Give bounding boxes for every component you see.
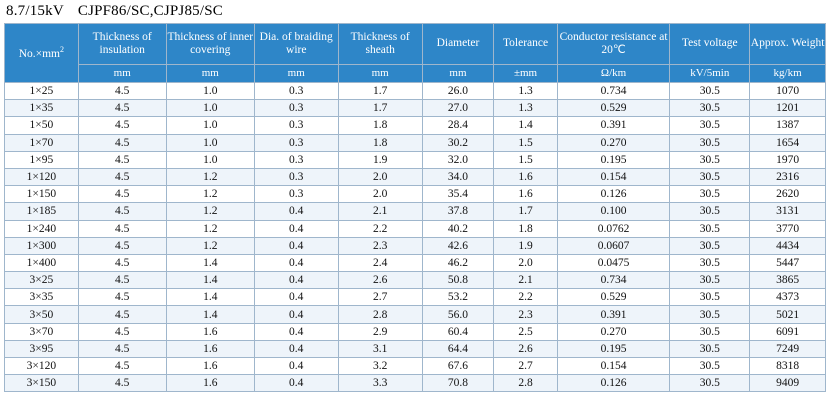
- table-cell: 1.2: [166, 237, 254, 254]
- table-cell: 1070: [750, 83, 826, 100]
- table-cell: 1.0: [166, 83, 254, 100]
- table-cell: 30.5: [670, 100, 750, 117]
- table-cell: 1.3: [494, 100, 557, 117]
- table-cell: 0.4: [254, 358, 338, 375]
- table-cell: 4.5: [78, 203, 166, 220]
- table-cell: 30.5: [670, 237, 750, 254]
- unit-sheath-thickness: mm: [338, 65, 422, 83]
- column-header-test-voltage: Test voltage: [670, 24, 750, 65]
- unit-conductor-resistance: Ω/km: [557, 65, 670, 83]
- table-cell: 1.4: [166, 254, 254, 271]
- table-cell: 0.4: [254, 220, 338, 237]
- table-cell: 3.3: [338, 375, 422, 392]
- cable-specification-table: [4, 23, 826, 392]
- table-cell: 2.5: [494, 323, 557, 340]
- column-header-size-label: No.×mm: [18, 47, 60, 60]
- unit-approx-weight: kg/km: [750, 65, 826, 83]
- table-cell: 30.5: [670, 220, 750, 237]
- table-cell: 0.4: [254, 375, 338, 392]
- table-cell: 30.5: [670, 117, 750, 134]
- table-cell: 8318: [750, 358, 826, 375]
- table-cell: 2.1: [338, 203, 422, 220]
- table-body: [5, 83, 826, 392]
- unit-tolerance: ±mm: [494, 65, 557, 83]
- table-cell: 0.3: [254, 117, 338, 134]
- table-cell: 3.2: [338, 358, 422, 375]
- table-row: [5, 83, 826, 100]
- cell-size: 1×95: [5, 151, 79, 168]
- table-row: [5, 237, 826, 254]
- table-cell: 0.3: [254, 151, 338, 168]
- table-cell: 0.126: [557, 186, 670, 203]
- cell-size: 1×240: [5, 220, 79, 237]
- cell-size: 3×25: [5, 272, 79, 289]
- cell-size: 3×35: [5, 289, 79, 306]
- column-header-sheath-thickness: Thickness of sheath: [338, 24, 422, 65]
- table-row: [5, 254, 826, 271]
- table-row: [5, 306, 826, 323]
- table-cell: 6091: [750, 323, 826, 340]
- table-cell: 2.6: [494, 340, 557, 357]
- table-cell: 1.9: [494, 237, 557, 254]
- cell-size: 1×35: [5, 100, 79, 117]
- table-cell: 30.5: [670, 151, 750, 168]
- table-cell: 34.0: [422, 168, 494, 185]
- table-cell: 1.0: [166, 134, 254, 151]
- table-cell: 67.6: [422, 358, 494, 375]
- table-cell: 0.270: [557, 323, 670, 340]
- table-cell: 30.5: [670, 272, 750, 289]
- cell-size: 1×70: [5, 134, 79, 151]
- table-row: [5, 358, 826, 375]
- unit-test-voltage: kV/5min: [670, 65, 750, 83]
- table-cell: 1.6: [494, 168, 557, 185]
- table-cell: 27.0: [422, 100, 494, 117]
- table-cell: 1.3: [494, 83, 557, 100]
- table-cell: 2.7: [338, 289, 422, 306]
- unit-diameter: mm: [422, 65, 494, 83]
- table-cell: 4.5: [78, 186, 166, 203]
- table-cell: 60.4: [422, 323, 494, 340]
- table-cell: 0.4: [254, 272, 338, 289]
- table-cell: 4.5: [78, 340, 166, 357]
- table-cell: 4373: [750, 289, 826, 306]
- table-cell: 30.5: [670, 134, 750, 151]
- table-cell: 0.529: [557, 289, 670, 306]
- table-cell: 0.391: [557, 117, 670, 134]
- table-cell: 3865: [750, 272, 826, 289]
- table-cell: 1.6: [166, 323, 254, 340]
- table-cell: 30.5: [670, 168, 750, 185]
- table-cell: 2316: [750, 168, 826, 185]
- table-cell: 28.4: [422, 117, 494, 134]
- table-cell: 1.4: [166, 289, 254, 306]
- table-row: [5, 151, 826, 168]
- table-cell: 0.154: [557, 168, 670, 185]
- table-cell: 2.1: [494, 272, 557, 289]
- table-cell: 30.2: [422, 134, 494, 151]
- table-cell: 32.0: [422, 151, 494, 168]
- table-cell: 1.8: [338, 117, 422, 134]
- table-cell: 1.2: [166, 186, 254, 203]
- column-header-tolerance: Tolerance: [494, 24, 557, 65]
- table-cell: 4.5: [78, 100, 166, 117]
- unit-insulation-thickness: mm: [78, 65, 166, 83]
- table-cell: 50.8: [422, 272, 494, 289]
- table-cell: 2.0: [338, 186, 422, 203]
- table-cell: 0.195: [557, 151, 670, 168]
- table-cell: 4.5: [78, 168, 166, 185]
- table-cell: 1.6: [166, 375, 254, 392]
- table-row: [5, 117, 826, 134]
- cell-size: 1×150: [5, 186, 79, 203]
- table-cell: 1.8: [338, 134, 422, 151]
- table-cell: 0.154: [557, 358, 670, 375]
- table-cell: 4.5: [78, 220, 166, 237]
- table-cell: 30.5: [670, 358, 750, 375]
- unit-braiding-wire-dia: mm: [254, 65, 338, 83]
- table-cell: 1.7: [494, 203, 557, 220]
- table-row: [5, 134, 826, 151]
- table-cell: 30.5: [670, 340, 750, 357]
- table-cell: 2.0: [494, 254, 557, 271]
- table-cell: 0.734: [557, 272, 670, 289]
- table-row: [5, 340, 826, 357]
- table-cell: 4.5: [78, 254, 166, 271]
- table-cell: 0.4: [254, 237, 338, 254]
- cell-size: 1×300: [5, 237, 79, 254]
- table-row: [5, 100, 826, 117]
- title-product-code: CJPF86/SC,CJPJ85/SC: [77, 3, 223, 19]
- table-cell: 5021: [750, 306, 826, 323]
- table-row: [5, 375, 826, 392]
- table-cell: 0.3: [254, 100, 338, 117]
- table-cell: 0.4: [254, 203, 338, 220]
- cell-size: 3×50: [5, 306, 79, 323]
- unit-inner-covering-thickness: mm: [166, 65, 254, 83]
- table-cell: 1.8: [494, 220, 557, 237]
- header-row-titles: [5, 24, 826, 65]
- table-cell: 1.6: [166, 340, 254, 357]
- table-cell: 1970: [750, 151, 826, 168]
- table-cell: 2.6: [338, 272, 422, 289]
- table-cell: 4434: [750, 237, 826, 254]
- table-cell: 0.529: [557, 100, 670, 117]
- table-cell: 2.7: [494, 358, 557, 375]
- table-cell: 0.100: [557, 203, 670, 220]
- table-cell: 0.3: [254, 168, 338, 185]
- table-row: [5, 289, 826, 306]
- table-cell: 64.4: [422, 340, 494, 357]
- table-row: [5, 272, 826, 289]
- table-cell: 0.4: [254, 289, 338, 306]
- table-cell: 2.4: [338, 254, 422, 271]
- table-cell: 0.4: [254, 306, 338, 323]
- table-cell: 4.5: [78, 272, 166, 289]
- table-cell: 53.2: [422, 289, 494, 306]
- column-header-conductor-resistance: Conductor resistance at 20℃: [557, 24, 670, 65]
- table-cell: 4.5: [78, 83, 166, 100]
- table-cell: 1387: [750, 117, 826, 134]
- table-cell: 4.5: [78, 237, 166, 254]
- table-cell: 2.2: [494, 289, 557, 306]
- table-cell: 30.5: [670, 254, 750, 271]
- table-cell: 0.0762: [557, 220, 670, 237]
- table-header: [5, 24, 826, 83]
- table-cell: 30.5: [670, 323, 750, 340]
- table-cell: 1.0: [166, 151, 254, 168]
- table-cell: 0.126: [557, 375, 670, 392]
- table-cell: 30.5: [670, 289, 750, 306]
- table-cell: 4.5: [78, 358, 166, 375]
- table-cell: 2.9: [338, 323, 422, 340]
- table-row: [5, 220, 826, 237]
- table-cell: 35.4: [422, 186, 494, 203]
- table-cell: 1.2: [166, 203, 254, 220]
- table-cell: 1.0: [166, 100, 254, 117]
- cell-size: 3×95: [5, 340, 79, 357]
- table-cell: 0.4: [254, 254, 338, 271]
- table-cell: 0.3: [254, 186, 338, 203]
- table-cell: 4.5: [78, 306, 166, 323]
- table-cell: 2.8: [494, 375, 557, 392]
- table-cell: 0.391: [557, 306, 670, 323]
- cell-size: 3×150: [5, 375, 79, 392]
- table-row: [5, 168, 826, 185]
- table-cell: 2.2: [338, 220, 422, 237]
- table-cell: 4.5: [78, 289, 166, 306]
- table-cell: 1.4: [166, 306, 254, 323]
- table-cell: 1.7: [338, 83, 422, 100]
- table-row: [5, 323, 826, 340]
- title-voltage: 8.7/15kV: [6, 3, 64, 19]
- table-cell: 4.5: [78, 134, 166, 151]
- table-cell: 1.0: [166, 117, 254, 134]
- cell-size: 1×185: [5, 203, 79, 220]
- table-cell: 9409: [750, 375, 826, 392]
- table-cell: 30.5: [670, 83, 750, 100]
- table-cell: 30.5: [670, 203, 750, 220]
- table-cell: 40.2: [422, 220, 494, 237]
- table-cell: 1654: [750, 134, 826, 151]
- page-title: [4, 2, 826, 23]
- cell-size: 3×120: [5, 358, 79, 375]
- column-header-approx-weight: Approx. Weight: [750, 24, 826, 65]
- table-cell: 1.9: [338, 151, 422, 168]
- table-row: [5, 186, 826, 203]
- cell-size: 1×120: [5, 168, 79, 185]
- table-cell: 1.4: [166, 272, 254, 289]
- table-cell: 0.3: [254, 83, 338, 100]
- table-row: [5, 203, 826, 220]
- table-cell: 0.270: [557, 134, 670, 151]
- table-cell: 2.3: [494, 306, 557, 323]
- table-cell: 46.2: [422, 254, 494, 271]
- table-cell: 4.5: [78, 151, 166, 168]
- table-cell: 3770: [750, 220, 826, 237]
- table-cell: 0.4: [254, 323, 338, 340]
- table-cell: 1.7: [338, 100, 422, 117]
- cell-size: 3×70: [5, 323, 79, 340]
- column-header-insulation-thickness: Thickness of insulation: [78, 24, 166, 65]
- cell-size: 1×25: [5, 83, 79, 100]
- table-cell: 0.0607: [557, 237, 670, 254]
- cell-size: 1×400: [5, 254, 79, 271]
- column-header-diameter: Diameter: [422, 24, 494, 65]
- table-cell: 37.8: [422, 203, 494, 220]
- table-cell: 0.195: [557, 340, 670, 357]
- table-cell: 1.2: [166, 220, 254, 237]
- table-cell: 26.0: [422, 83, 494, 100]
- table-cell: 0.734: [557, 83, 670, 100]
- table-cell: 1.5: [494, 134, 557, 151]
- table-cell: 30.5: [670, 375, 750, 392]
- table-cell: 2620: [750, 186, 826, 203]
- table-cell: 30.5: [670, 186, 750, 203]
- column-header-size-superscript: 2: [60, 44, 64, 54]
- table-cell: 42.6: [422, 237, 494, 254]
- column-header-braiding-wire-dia: Dia. of braiding wire: [254, 24, 338, 65]
- table-cell: 2.0: [338, 168, 422, 185]
- header-row-units: [5, 65, 826, 83]
- table-cell: 7249: [750, 340, 826, 357]
- table-cell: 0.3: [254, 134, 338, 151]
- table-cell: 1.5: [494, 151, 557, 168]
- table-cell: 1.6: [494, 186, 557, 203]
- table-cell: 2.8: [338, 306, 422, 323]
- column-header-inner-covering-thickness: Thickness of inner covering: [166, 24, 254, 65]
- table-cell: 30.5: [670, 306, 750, 323]
- table-cell: 4.5: [78, 117, 166, 134]
- table-cell: 4.5: [78, 375, 166, 392]
- column-header-size: [5, 24, 79, 83]
- table-cell: 2.3: [338, 237, 422, 254]
- table-cell: 1.4: [494, 117, 557, 134]
- table-cell: 1201: [750, 100, 826, 117]
- table-cell: 70.8: [422, 375, 494, 392]
- table-cell: 1.6: [166, 358, 254, 375]
- table-cell: 56.0: [422, 306, 494, 323]
- table-cell: 0.4: [254, 340, 338, 357]
- table-cell: 4.5: [78, 323, 166, 340]
- table-cell: 3131: [750, 203, 826, 220]
- cell-size: 1×50: [5, 117, 79, 134]
- table-cell: 3.1: [338, 340, 422, 357]
- table-cell: 5447: [750, 254, 826, 271]
- table-cell: 1.2: [166, 168, 254, 185]
- table-cell: 0.0475: [557, 254, 670, 271]
